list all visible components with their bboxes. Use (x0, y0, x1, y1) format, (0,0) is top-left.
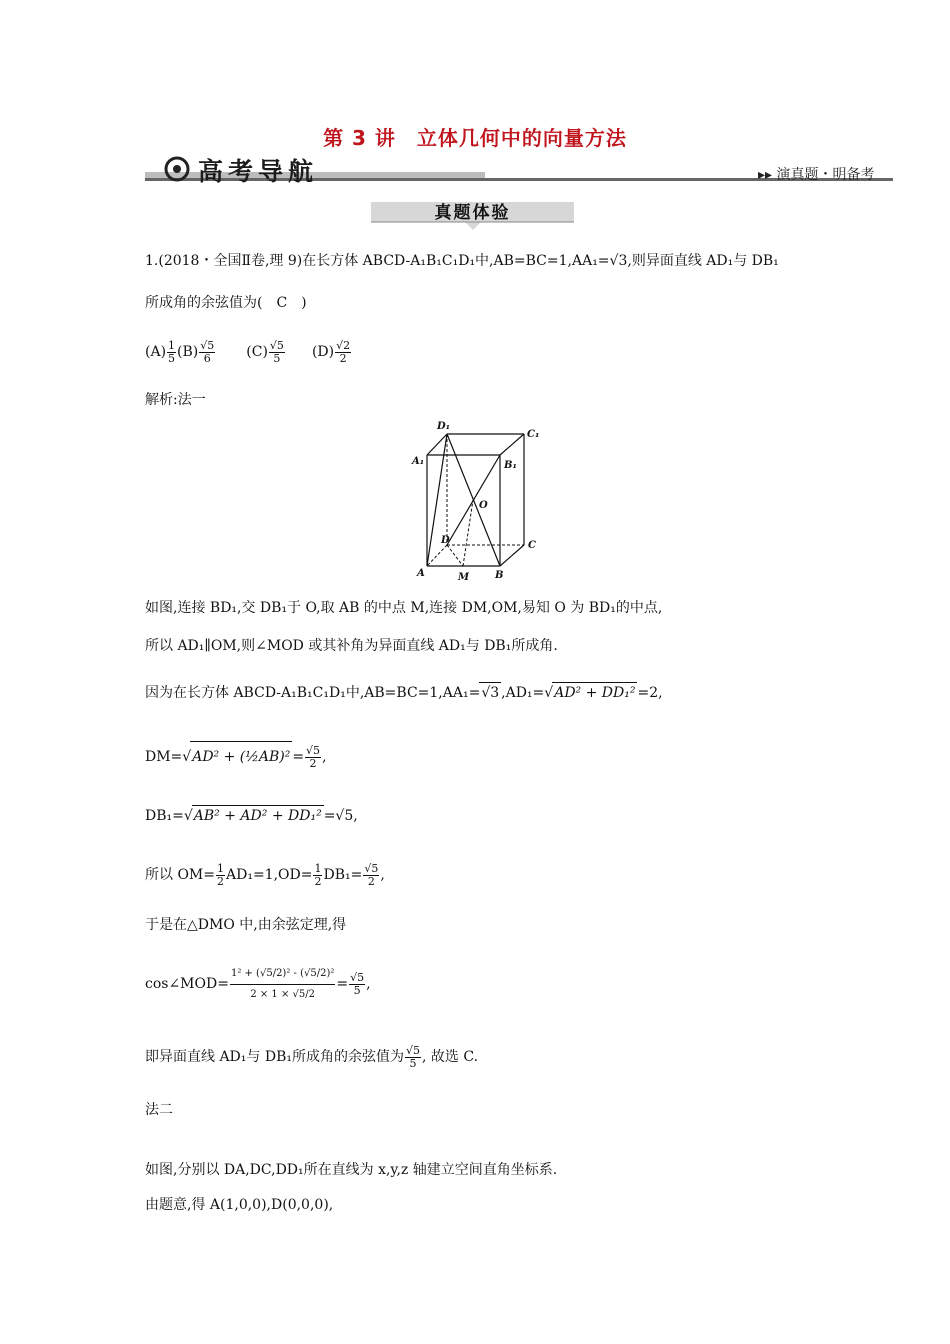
conclusion-line (145, 1042, 478, 1072)
option-c-num: √5 (269, 338, 284, 352)
label-c1: C₁ (527, 429, 540, 440)
label-d1: D₁ (437, 421, 451, 432)
cos-num: 1² + (√5/2)² - (√5/2)² (230, 968, 335, 985)
solution-line1: 如图,连接 BD₁,交 DB₁于 O,取 AB 的中点 M,连接 DM,OM,易知 O 为 BD₁的中点, (145, 600, 663, 616)
dm-den: 2 (309, 756, 317, 770)
db1-pre: DB₁= (145, 808, 184, 824)
dm-equation: DM=√AD² + (½AB)² = $\frac{√5}{2}$ , (145, 741, 327, 772)
page-title: 第 3 讲 立体几何中的向量方法 (323, 126, 627, 150)
om-pre: 所以 OM= (145, 867, 215, 883)
od-half-num: 1 (314, 861, 322, 875)
solution-line3: 因为在长方体 ABCD-A₁B₁C₁D₁中,AB=BC=1,AA₁=√3 ,AD₁=√AD² + DD₁² =2, (145, 682, 663, 703)
cos-pre: cos∠MOD= (145, 976, 229, 992)
option-a-fraction (167, 340, 176, 365)
answer-options (145, 337, 352, 367)
label-d: D (441, 535, 450, 546)
option-b-label: (B) (177, 344, 199, 360)
option-c-fraction (269, 340, 285, 365)
cos-result-fraction (349, 972, 365, 997)
label-a: A (417, 568, 425, 579)
om-mid: AD₁=1,OD= (226, 867, 313, 883)
cos-den: 2 × 1 × √5/2 (250, 988, 315, 1000)
problem-stem-line1: 1.(2018・全国Ⅱ卷,理 9)在长方体 ABCD-A₁B₁C₁D₁中,AB=BC=1,AA₁=√3,则异面直线 AD₁与 DB₁ (145, 253, 779, 269)
option-c-den: 5 (273, 351, 281, 365)
od-result-num: √5 (364, 861, 379, 875)
section-heading (371, 198, 574, 228)
od-result-fraction (363, 863, 379, 888)
db1-equation: DB₁=√AB² + AD² + DD₁² =√5, (145, 805, 358, 826)
option-d-label: (D) (311, 344, 335, 360)
line3-post: =2, (637, 685, 663, 701)
label-a1: A₁ (412, 456, 425, 467)
label-b: B (495, 570, 504, 581)
conclusion-num: √5 (405, 1043, 420, 1057)
dm-fraction (305, 745, 321, 770)
cuboid-figure (407, 418, 547, 584)
od-half-den: 2 (314, 874, 322, 888)
option-d-num: √2 (336, 338, 351, 352)
option-d-den: 2 (339, 351, 347, 365)
problem-stem-line2: 所成角的余弦值为( C ) (145, 295, 307, 311)
od-mid: DB₁= (323, 867, 363, 883)
banner-title: 高考导航 (198, 157, 319, 186)
od-result-den: 2 (367, 874, 375, 888)
cos-result-den: 5 (353, 983, 361, 997)
target-icon (163, 155, 191, 183)
conclusion-pre: 即异面直线 AD₁与 DB₁所成角的余弦值为 (145, 1049, 404, 1065)
label-m: M (458, 572, 470, 583)
method2-heading: 法二 (145, 1102, 173, 1118)
dm-pre: DM= (145, 749, 183, 765)
section-heading-label: 真题体验 (434, 203, 511, 223)
conclusion-den: 5 (409, 1056, 417, 1070)
om-half-den: 2 (217, 874, 224, 888)
banner-subtitle: ▸▸ 演真题・明备考 (758, 167, 875, 183)
label-c: C (528, 540, 536, 551)
db1-post: =√5, (323, 808, 358, 824)
option-a-label: (A) (145, 344, 167, 360)
dm-radicand: AD² + (½AB)² (190, 741, 292, 772)
option-b-den: 6 (203, 351, 211, 365)
solution-intro: 解析:法一 (145, 392, 206, 408)
cos-result-num: √5 (350, 970, 365, 984)
om-od-equation: 所以 OM= $\frac{1}{2}$ AD₁=1,OD= $\frac{1}{2}$ DB₁= $\frac{√5}{2}$ , (145, 861, 385, 888)
option-b-num: √5 (200, 338, 215, 352)
option-b-fraction (199, 340, 215, 365)
label-o: O (479, 500, 488, 511)
option-c-label: (C) (246, 344, 268, 360)
dm-num: √5 (306, 743, 321, 757)
od-half-fraction (313, 863, 322, 888)
option-a-num: 1 (168, 338, 176, 352)
line3-sqrt3: √3 (479, 682, 501, 703)
solution-line2: 所以 AD₁∥OM,则∠MOD 或其补角为异面直线 AD₁与 DB₁所成角. (145, 638, 558, 654)
cos-fraction (230, 968, 335, 1001)
line3-mid: ,AD₁= (501, 685, 545, 701)
method2-line1: 如图,分别以 DA,DC,DD₁所在直线为 x,y,z 轴建立空间直角坐标系. (145, 1162, 558, 1178)
option-d-fraction (335, 340, 351, 365)
label-b1: B₁ (504, 460, 517, 471)
conclusion-post: , 故选 C. (422, 1049, 479, 1065)
line3-radicand: AD² + DD₁² (552, 682, 637, 703)
om-half-num: 1 (217, 861, 224, 875)
db1-radicand: AB² + AD² + DD₁² (192, 805, 324, 826)
line3-pre: 因为在长方体 ABCD-A₁B₁C₁D₁中,AB=BC=1,AA₁= (145, 685, 481, 701)
option-a-den: 5 (168, 351, 176, 365)
conclusion-fraction (405, 1045, 421, 1070)
cos-equation: cos∠MOD= $\frac{\text{1² + (√5/2)² - (√5/2)²}}{2 \times 1 \times √5/2}$ = $\frac{√5}{5}$ , (145, 967, 371, 1000)
method2-line2: 由题意,得 A(1,0,0),D(0,0,0), (145, 1197, 334, 1213)
om-half-fraction (216, 863, 225, 888)
law-of-cosines-line: 于是在△DMO 中,由余弦定理,得 (145, 917, 347, 933)
